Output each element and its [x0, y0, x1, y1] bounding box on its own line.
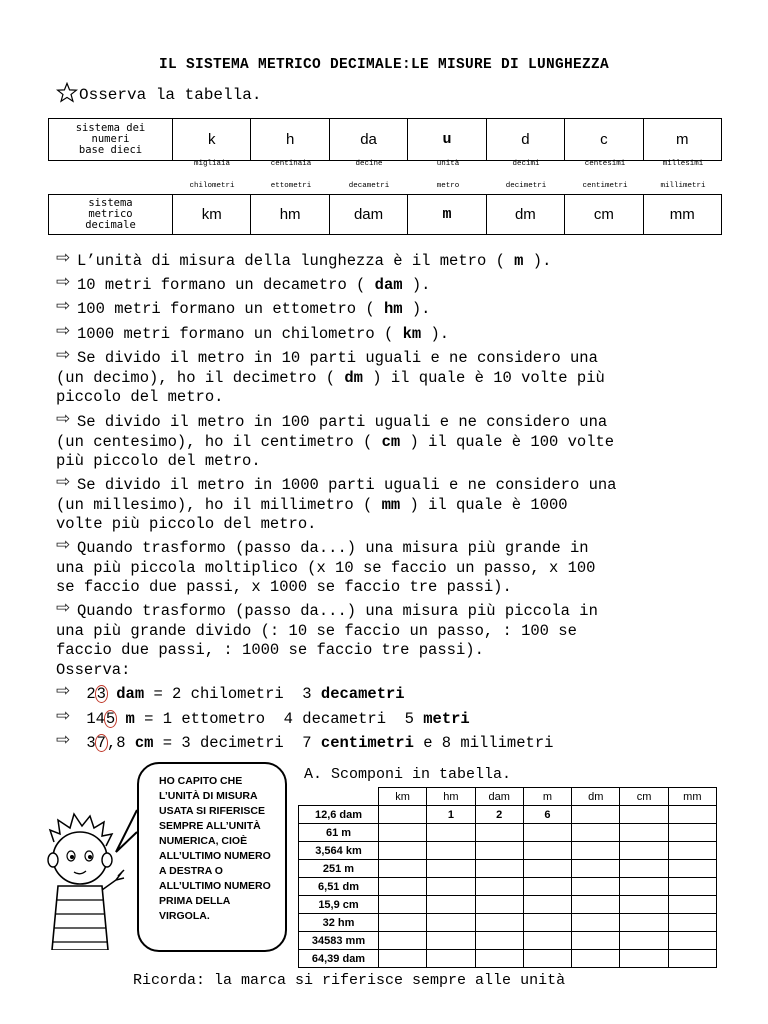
circled-digit: 3 — [96, 685, 106, 703]
answer-cell[interactable] — [379, 878, 427, 896]
column-header: dm — [572, 788, 620, 806]
answer-cell[interactable]: 2 — [475, 806, 523, 824]
answer-cell[interactable] — [427, 878, 475, 896]
answer-cell[interactable] — [620, 896, 668, 914]
unit-name: decine — [355, 160, 383, 168]
answer-cell[interactable] — [620, 842, 668, 860]
answer-cell[interactable] — [523, 878, 571, 896]
column-header: km — [379, 788, 427, 806]
measure-name: centimetri — [582, 182, 628, 190]
number-system-table — [48, 118, 722, 161]
unit-da: da — [329, 119, 407, 161]
answer-cell[interactable] — [427, 932, 475, 950]
table-row — [299, 932, 717, 950]
answer-cell[interactable] — [572, 842, 620, 860]
answer-cell[interactable] — [620, 860, 668, 878]
rule-5: ⇨ Se divido il metro in 10 parti uguali e ne considero una (un decimo), ho il decimetro ( dm ) il quale è 10 volte più piccolo del metro. — [56, 345, 605, 406]
answer-cell[interactable] — [668, 932, 716, 950]
example-1: ⇨ 23 dam = 2 chilometri 3 decametri — [56, 681, 405, 703]
answer-cell[interactable] — [572, 896, 620, 914]
answer-cell[interactable] — [379, 896, 427, 914]
measure-name: decimetri — [505, 182, 547, 190]
answer-cell[interactable] — [427, 914, 475, 932]
row-label: 34583 mm — [299, 932, 379, 950]
column-header: mm — [668, 788, 716, 806]
answer-cell[interactable] — [668, 914, 716, 932]
double-arrow-icon: ⇨ — [56, 321, 71, 341]
rule-7: ⇨ Se divido il metro in 1000 parti uguali e ne considero una (un millesimo), ho il millimetro ( mm ) il quale è 1000 volte più piccolo del metro. — [56, 472, 617, 533]
unit-name: millesimi — [662, 160, 704, 168]
unit-d: d — [486, 119, 564, 161]
answer-cell[interactable]: 1 — [427, 806, 475, 824]
answer-cell[interactable] — [379, 842, 427, 860]
row-label: 251 m — [299, 860, 379, 878]
answer-cell[interactable] — [523, 932, 571, 950]
answer-cell[interactable] — [668, 806, 716, 824]
answer-cell[interactable] — [668, 878, 716, 896]
column-header: cm — [620, 788, 668, 806]
answer-cell[interactable] — [475, 932, 523, 950]
section-a-title: A. Scomponi in tabella. — [304, 766, 512, 783]
measure-name: millimetri — [660, 182, 706, 190]
table-row — [299, 806, 717, 824]
unit-h: h — [251, 119, 329, 161]
table-row — [299, 824, 717, 842]
answer-cell[interactable] — [427, 842, 475, 860]
table-header-row — [299, 788, 717, 806]
table-row — [299, 950, 717, 968]
answer-cell[interactable] — [572, 806, 620, 824]
measure-name: chilometri — [189, 182, 235, 190]
answer-cell[interactable] — [379, 806, 427, 824]
star-icon — [56, 82, 78, 104]
answer-cell[interactable] — [620, 824, 668, 842]
row-label: 6,51 dm — [299, 878, 379, 896]
symbol-m: m — [408, 195, 486, 235]
answer-cell[interactable] — [572, 950, 620, 968]
double-arrow-icon: ⇨ — [56, 598, 71, 618]
answer-cell[interactable] — [668, 842, 716, 860]
answer-cell[interactable] — [427, 860, 475, 878]
unit-name: migliaia — [193, 160, 230, 168]
rule-1: ⇨ L’unità di misura della lunghezza è il metro ( m ). — [56, 248, 552, 270]
double-arrow-icon: ⇨ — [56, 409, 71, 429]
symbol-km: km — [173, 195, 251, 235]
answer-cell[interactable] — [475, 824, 523, 842]
table-row — [299, 896, 717, 914]
answer-cell[interactable] — [572, 878, 620, 896]
rule-4: ⇨ 1000 metri formano un chilometro ( km ). — [56, 321, 450, 343]
answer-cell[interactable] — [572, 914, 620, 932]
double-arrow-icon: ⇨ — [56, 296, 71, 316]
answer-cell[interactable] — [668, 896, 716, 914]
answer-cell[interactable] — [475, 860, 523, 878]
example-3: ⇨ 37,8 cm = 3 decimetri 7 centimetri e 8 millimetri — [56, 730, 554, 752]
answer-cell[interactable] — [523, 824, 571, 842]
intro-text: Osserva la tabella. — [79, 86, 262, 104]
answer-cell[interactable] — [668, 950, 716, 968]
answer-cell[interactable] — [572, 932, 620, 950]
unit-c: c — [565, 119, 643, 161]
row-label: 32 hm — [299, 914, 379, 932]
metric-system-table — [48, 194, 722, 235]
answer-cell[interactable] — [427, 896, 475, 914]
double-arrow-icon: ⇨ — [56, 681, 71, 701]
rule-3: ⇨ 100 metri formano un ettometro ( hm ). — [56, 296, 431, 318]
double-arrow-icon: ⇨ — [56, 248, 71, 268]
rule-8: ⇨ Quando trasformo (passo da...) una misura più grande in una più piccola moltiplico (x 10 se faccio un passo, x 100 se faccio due passi, x 1000 se faccio tre passi). — [56, 535, 596, 596]
double-arrow-icon: ⇨ — [56, 272, 71, 292]
table-row — [299, 878, 717, 896]
double-arrow-icon: ⇨ — [56, 706, 71, 726]
reminder-text: Ricorda: la marca si riferisce sempre alle unità — [133, 972, 566, 989]
answer-cell[interactable] — [620, 914, 668, 932]
answer-cell[interactable] — [523, 950, 571, 968]
answer-cell[interactable] — [475, 950, 523, 968]
answer-cell[interactable] — [379, 914, 427, 932]
answer-cell[interactable] — [379, 932, 427, 950]
unit-name: centinaia — [270, 160, 312, 168]
answer-cell[interactable] — [523, 842, 571, 860]
measure-name: metro — [436, 182, 460, 190]
table-row — [299, 842, 717, 860]
answer-cell[interactable] — [620, 878, 668, 896]
unit-name: decimi — [512, 160, 540, 168]
circled-digit: 5 — [105, 710, 116, 728]
double-arrow-icon: ⇨ — [56, 345, 71, 365]
rule-6: ⇨ Se divido il metro in 100 parti uguali e ne considero una (un centesimo), ho il centimetro ( cm ) il quale è 100 volte più piccolo del metro. — [56, 409, 615, 470]
child-illustration — [38, 790, 138, 950]
table-row — [299, 860, 717, 878]
corner-cell — [299, 788, 379, 806]
example-2: ⇨ 145 m = 1 ettometro 4 decametri 5 metri — [56, 706, 470, 728]
row-label: 3,564 km — [299, 842, 379, 860]
speech-bubble: HO CAPITO CHE L’UNITÀ DI MISURA USATA SI RIFERISCE SEMPRE ALL’UNITÀ NUMERICA, CIOÈ ALL’ULTIMO NUMERO A DESTRA O ALL’ULTIMO NUMERO PRIMA DELLA VIRGOLA. — [137, 762, 287, 952]
answer-cell[interactable] — [668, 824, 716, 842]
row-label: 12,6 dam — [299, 806, 379, 824]
decompose-table — [298, 787, 717, 968]
unit-u: u — [408, 119, 486, 161]
number-system-label: sistema dei numeri base dieci — [49, 119, 173, 161]
column-header: dam — [475, 788, 523, 806]
symbol-dm: dm — [486, 195, 564, 235]
answer-cell[interactable] — [427, 950, 475, 968]
double-arrow-icon: ⇨ — [56, 472, 71, 492]
row-label: 15,9 cm — [299, 896, 379, 914]
unit-m: m — [643, 119, 721, 161]
measure-name: decametri — [348, 182, 390, 190]
osserva-label: Osserva: — [56, 661, 131, 679]
circled-digit: 7 — [96, 734, 106, 752]
answer-cell[interactable] — [475, 914, 523, 932]
unit-name: centesimi — [584, 160, 626, 168]
answer-cell[interactable] — [523, 896, 571, 914]
answer-cell[interactable] — [620, 806, 668, 824]
column-header: m — [523, 788, 571, 806]
answer-cell[interactable] — [379, 950, 427, 968]
column-header: hm — [427, 788, 475, 806]
intro-line — [56, 82, 261, 104]
double-arrow-icon: ⇨ — [56, 730, 71, 750]
symbol-cm: cm — [565, 195, 643, 235]
unit-name: unità — [436, 160, 460, 168]
row-label: 64,39 dam — [299, 950, 379, 968]
metric-system-label: sistema metrico decimale — [49, 195, 173, 235]
answer-cell[interactable]: 6 — [523, 806, 571, 824]
answer-cell[interactable] — [620, 950, 668, 968]
answer-cell[interactable] — [475, 896, 523, 914]
rule-9: ⇨ Quando trasformo (passo da...) una misura più piccola in una più grande divido (: 10 se faccio un passo, : 100 se faccio due passi, : 1000 se faccio tre passi). — [56, 598, 598, 659]
answer-cell[interactable] — [523, 914, 571, 932]
answer-cell[interactable] — [475, 842, 523, 860]
answer-cell[interactable] — [572, 860, 620, 878]
symbol-hm: hm — [251, 195, 329, 235]
page-title: IL SISTEMA METRICO DECIMALE:LE MISURE DI LUNGHEZZA — [158, 57, 610, 73]
double-arrow-icon: ⇨ — [56, 535, 71, 555]
symbol-mm: mm — [643, 195, 721, 235]
table-row — [299, 914, 717, 932]
answer-cell[interactable] — [523, 860, 571, 878]
answer-cell[interactable] — [572, 824, 620, 842]
answer-cell[interactable] — [620, 932, 668, 950]
answer-cell[interactable] — [379, 860, 427, 878]
measure-name: ettometri — [270, 182, 312, 190]
symbol-dam: dam — [329, 195, 407, 235]
unit-k: k — [173, 119, 251, 161]
row-label: 61 m — [299, 824, 379, 842]
answer-cell[interactable] — [668, 860, 716, 878]
answer-cell[interactable] — [475, 878, 523, 896]
answer-cell[interactable] — [427, 824, 475, 842]
answer-cell[interactable] — [379, 824, 427, 842]
rule-2: ⇨ 10 metri formano un decametro ( dam ). — [56, 272, 431, 294]
